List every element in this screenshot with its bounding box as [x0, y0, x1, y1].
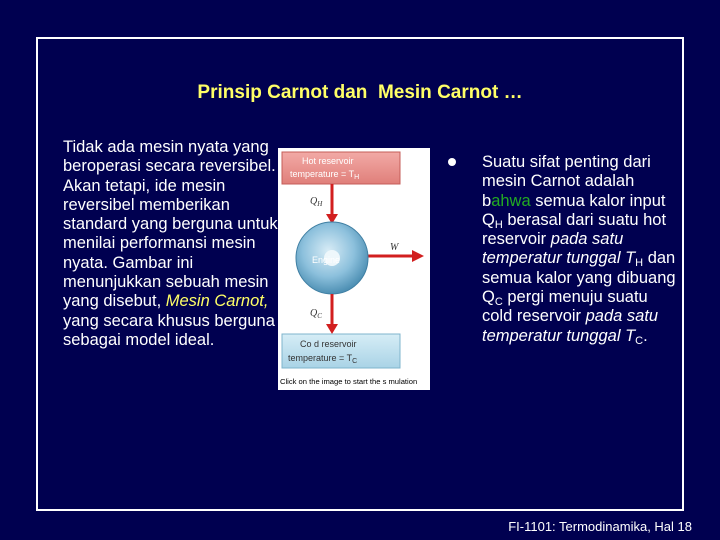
- r-sub-c2: C: [635, 334, 644, 347]
- work-arrowhead: [412, 250, 424, 262]
- left-text-after: yang secara khusus berguna sebagai model ideal.: [63, 311, 275, 349]
- cold-reservoir-label: Co d reservoir: [300, 339, 357, 349]
- slide-title: Prinsip Carnot dan Mesin Carnot …: [197, 82, 523, 103]
- svg-text:QH: [310, 196, 323, 208]
- qc-arrowhead: [326, 324, 338, 334]
- carnot-engine-figure[interactable]: [278, 148, 430, 390]
- left-text-before: Tidak ada mesin nyata yang beroperasi secara reversibel. Akan tetapi, ide mesin reversibel memberikan standard yang berguna untuk menilai performansi mesin nyata. Gambar ini menunjukkan sebuah mesin yang disebut,: [63, 138, 278, 311]
- hot-temp-sub: H: [354, 174, 360, 181]
- cold-temp-label: temperature = T: [288, 353, 353, 363]
- r-it2: pada satu temperatur tunggal T: [482, 307, 659, 345]
- left-highlight: Mesin Carnot,: [165, 292, 269, 311]
- r-sub-h2: H: [635, 257, 644, 270]
- right-paragraph: [482, 153, 677, 346]
- qh-sub: H: [317, 200, 323, 208]
- hot-reservoir-label: Hot reservoir: [302, 156, 354, 166]
- work-label: W: [390, 242, 399, 253]
- r-sub-h: H: [494, 218, 503, 231]
- left-paragraph: [63, 138, 278, 350]
- r-p5: pergi menuju suatu cold reservoir: [482, 288, 648, 326]
- r-p6: .: [643, 326, 648, 345]
- cold-temp-sub: C: [352, 358, 358, 365]
- hot-temp-label: temperature = T: [290, 169, 355, 179]
- r-it1: pada satu temperatur tunggal T: [482, 230, 636, 268]
- bullet-dot: [448, 158, 456, 166]
- carnot-diagram: [278, 148, 430, 390]
- r-green: ahwa: [491, 191, 531, 210]
- qc-label: Q: [310, 308, 318, 319]
- r-p3: berasal dari suatu hot reservoir: [482, 210, 667, 249]
- r-sub-c: C: [494, 296, 503, 309]
- figure-caption: Click on the image to start the s mulation: [280, 377, 418, 386]
- r-p4: dan semua kalor yang dibuang Q: [482, 249, 676, 307]
- svg-text:QC: [310, 308, 322, 320]
- qh-label: Q: [310, 196, 318, 207]
- qc-sub: C: [317, 312, 322, 320]
- slide-footer: FI-1101: Termodinamika, Hal 18: [508, 519, 692, 534]
- r-p1: Suatu sifat penting dari mesin Carnot adalah b: [482, 153, 651, 210]
- engine-label: Engine: [312, 255, 341, 265]
- r-p2: semua kalor input Q: [482, 191, 666, 229]
